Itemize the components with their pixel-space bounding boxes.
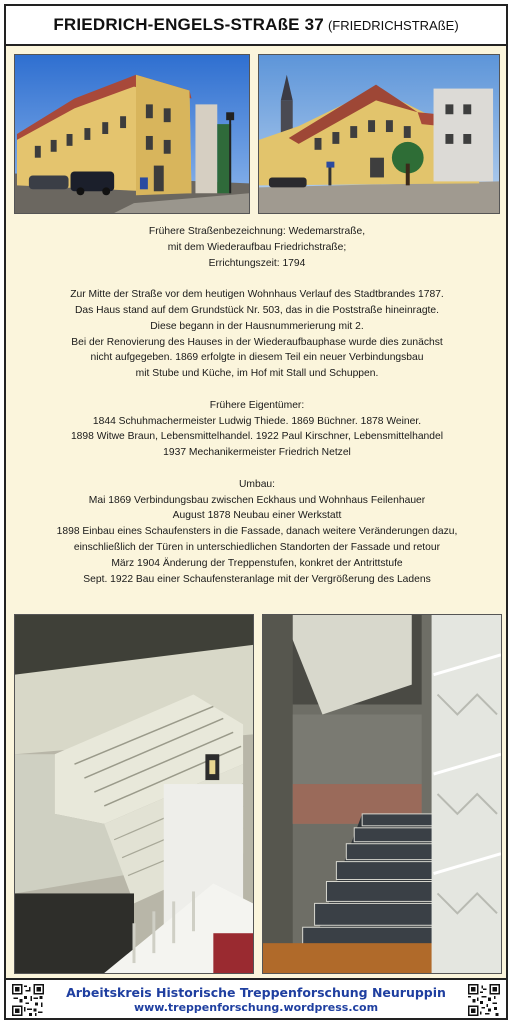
footer-website-link[interactable]: www.treppenforschung.wordpress.com	[133, 1001, 379, 1014]
text-line: Bei der Renovierung des Hauses in der Wiederaufbauphase wurde dies zunächst	[71, 336, 443, 348]
owners-heading: Frühere Eigentümer:	[209, 399, 305, 411]
photo-building-corner	[14, 54, 250, 214]
photo-staircase-underside	[14, 614, 254, 974]
umbau-heading: Umbau:	[238, 478, 276, 490]
page-title: FRIEDRICH-ENGELS-STRAßE 37	[53, 15, 324, 34]
photo-staircase-descending	[262, 614, 502, 974]
umbau-block	[18, 477, 496, 588]
title-bar	[6, 6, 506, 46]
text-line: 1937 Mechanikermeister Friedrich Netzel	[163, 447, 351, 459]
photo-building-street	[258, 54, 500, 214]
history-text	[18, 224, 496, 603]
text-line: Diese begann in der Hausnummerierung mit 2.	[150, 320, 364, 332]
owners-block	[18, 398, 496, 461]
text-line: Errichtungszeit: 1794	[208, 257, 306, 269]
text-line: Zur Mitte der Straße vor dem heutigen Wohnhaus Verlauf des Stadtbrandes 1787.	[70, 289, 444, 301]
text-line: mit dem Wiederaufbau Friedrichstraße;	[167, 241, 347, 253]
poster	[4, 4, 508, 1020]
text-line: mit Stube und Küche, im Hof mit Stall und Schuppen.	[135, 368, 379, 380]
text-line: März 1904 Änderung der Treppenstufen, konkret der Antrittstufe	[111, 557, 403, 569]
text-line: Mai 1869 Verbindungsbau zwischen Eckhaus und Wohnhaus Feilenhauer	[88, 494, 426, 506]
text-line: 1844 Schuhmachermeister Ludwig Thiede. 1869 Büchner. 1878 Weiner.	[92, 415, 422, 427]
text-line: August 1878 Neubau einer Werkstatt	[172, 510, 342, 522]
footer	[6, 978, 506, 1018]
text-line: nicht aufgegeben. 1869 erfolgte in diesem Teil ein neuer Verbindungsbau	[90, 352, 424, 364]
description-block	[18, 287, 496, 382]
text-line: 1898 Einbau eines Schaufensters in die Fassade, danach weitere Veränderungen dazu,	[56, 526, 458, 538]
footer-organization: Arbeitskreis Historische Treppenforschung Neuruppin	[66, 985, 446, 1000]
text-line: Frühere Straßenbezeichnung: Wedemarstraße,	[148, 226, 366, 237]
street-name-block	[18, 224, 496, 271]
qr-code-icon[interactable]	[12, 984, 44, 1016]
footer-text	[50, 984, 462, 1015]
text-line: Das Haus stand auf dem Grundstück Nr. 503, das in die Poststraße hineinragte.	[74, 304, 440, 316]
page-subtitle: (FRIEDRICHSTRAßE)	[327, 17, 459, 33]
qr-code-icon[interactable]	[468, 984, 500, 1016]
text-line: 1898 Witwe Braun, Lebensmittelhandel. 1922 Paul Kirschner, Lebensmittelhandel	[70, 431, 444, 443]
text-line: Sept. 1922 Bau einer Schaufensteranlage mit der Vergrößerung des Ladens	[83, 573, 431, 585]
text-line: einschließlich der Türen in unterschiedlichen Standorten der Fassade und retour	[73, 541, 441, 553]
